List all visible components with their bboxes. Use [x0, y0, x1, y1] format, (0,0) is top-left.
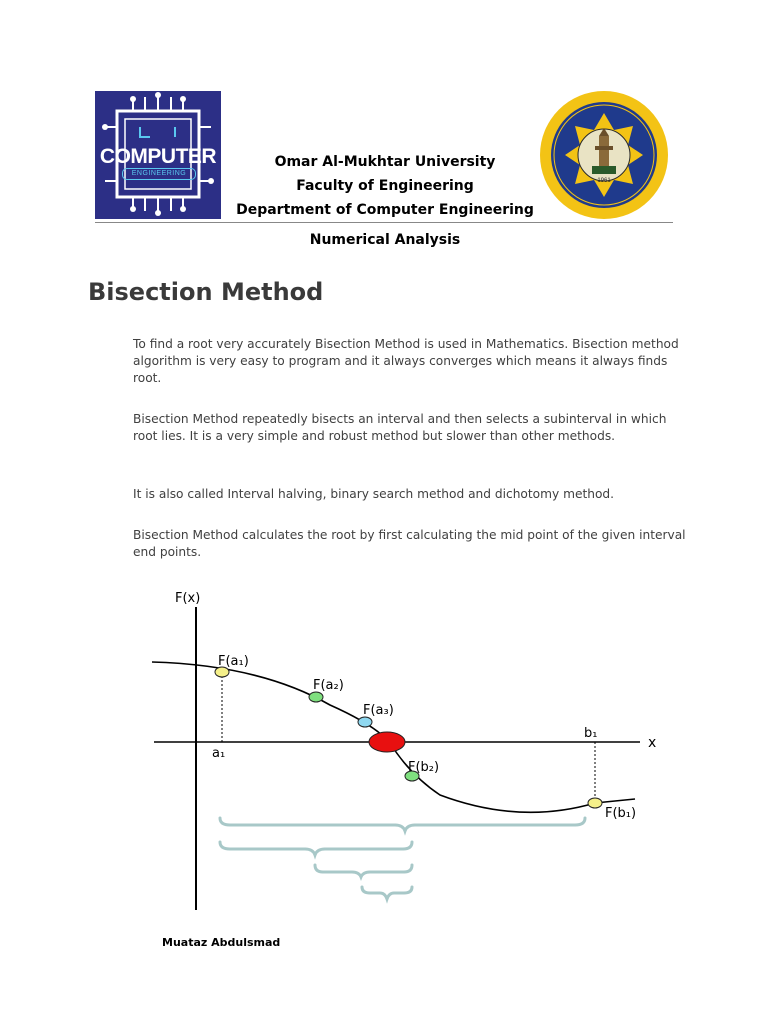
logo-subtitle: ENGINEERING [122, 168, 196, 180]
x-axis-label: x [648, 735, 657, 751]
y-axis-label: F(x) [175, 591, 201, 606]
paragraph-3: It is also called Interval halving, binary search method and dichotomy method. [133, 487, 615, 501]
interval-brace-2 [220, 842, 412, 855]
seal-year: 1961 [597, 178, 611, 184]
interval-brace-3 [315, 865, 412, 877]
interval-brace-4 [362, 887, 412, 899]
bisection-diagram [140, 585, 680, 915]
point-fb1 [588, 798, 602, 808]
paragraph-4: Bisection Method calculates the root by first calculating the mid point of the given interval end points. [133, 528, 686, 559]
course-name: Numerical Analysis [309, 232, 461, 248]
label-a1: a₁ [212, 746, 226, 761]
page-title: Bisection Method [88, 278, 324, 306]
faculty-name: Faculty of Engineering [296, 178, 474, 194]
logo-wordmark: COMPUTER [99, 145, 217, 168]
label-fa1: F(a₁) [218, 654, 249, 669]
institution-header [225, 150, 545, 222]
seal-emblem-icon [538, 88, 670, 222]
interval-brace-1 [220, 818, 585, 831]
university-seal [538, 88, 670, 222]
paragraph-1: To find a root very accurately Bisection Method is used in Mathematics. Bisection method algorithm is very easy to program and it always converges which means it always finds root. [133, 337, 679, 385]
computer-engineering-logo [95, 91, 221, 219]
label-fb2: F(b₂) [408, 760, 440, 775]
root-point [369, 732, 405, 752]
label-fb1: F(b₁) [605, 806, 637, 821]
paragraph-2: Bisection Method repeatedly bisects an interval and then selects a subinterval in which root lies. It is a very simple and robust method but slower than other methods. [133, 412, 667, 443]
label-b1: b₁ [584, 726, 598, 741]
point-fa2 [309, 692, 323, 702]
header-divider [95, 222, 673, 223]
label-fa3: F(a₃) [363, 703, 394, 718]
label-fa2: F(a₂) [313, 678, 344, 693]
point-fa3 [358, 717, 372, 727]
author-name: Muataz Abdulsmad [162, 936, 281, 949]
department-name: Department of Computer Engineering [236, 202, 534, 218]
university-name: Omar Al-Mukhtar University [274, 154, 496, 170]
